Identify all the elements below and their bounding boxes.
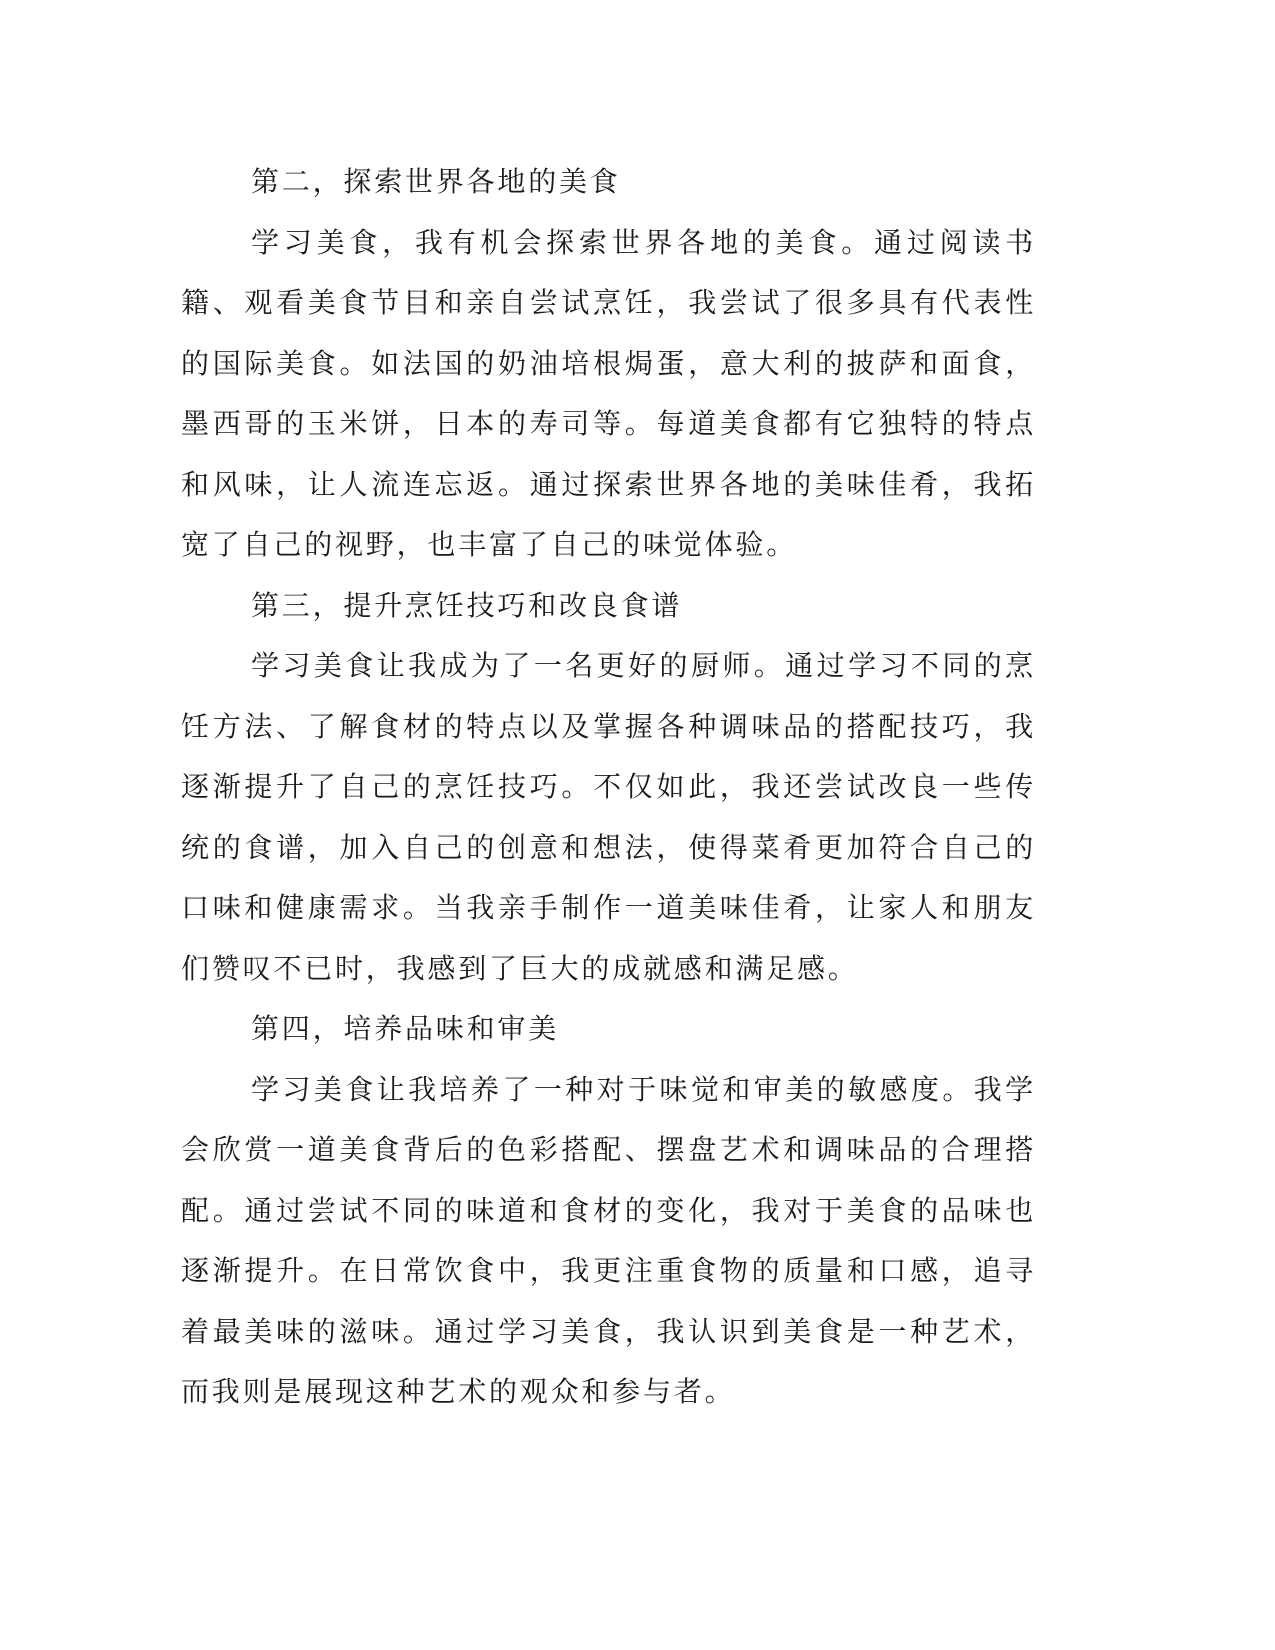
section-paragraph-2: 学习美食，我有机会探索世界各地的美食。通过阅读书籍、观看美食节目和亲自尝试烹饪，我尝试了很多具有代表性的国际美食。如法国的奶油培根焗蛋，意大利的披萨和面食，墨西哥的玉米饼，日本的寿司等。每道美食都有它独特的特点和风味，让人流连忘返。通过探索世界各地的美味佳肴，我拓宽了自己的视野，也丰富了自己的味觉体验。: [181, 225, 1036, 561]
section-heading-3: 第三，提升烹饪技巧和改良食谱: [251, 588, 683, 622]
section-heading-2: 第二，探索世界各地的美食: [251, 165, 621, 198]
document-body: [181, 152, 1036, 1423]
section-paragraph-4: 学习美食让我培养了一种对于味觉和审美的敏感度。我学会欣赏一道美食背后的色彩搭配、摆盘艺术和调味品的合理搭配。通过尝试不同的味道和食材的变化，我对于美食的品味也逐渐提升。在日常饮食中，我更注重食物的质量和口感，追寻着最美味的滋味。通过学习美食，我认识到美食是一种艺术，而我则是展现这种艺术的观众和参与者。: [181, 1072, 1036, 1408]
section-paragraph-3: 学习美食让我成为了一名更好的厨师。通过学习不同的烹饪方法、了解食材的特点以及掌握各种调味品的搭配技巧，我逐渐提升了自己的烹饪技巧。不仅如此，我还尝试改良一些传统的食谱，加入自己的创意和想法，使得菜肴更加符合自己的口味和健康需求。当我亲手制作一道美味佳肴，让家人和朋友们赞叹不已时，我感到了巨大的成就感和满足感。: [181, 649, 1036, 985]
section-heading-4: 第四，培养品味和审美: [251, 1012, 560, 1045]
